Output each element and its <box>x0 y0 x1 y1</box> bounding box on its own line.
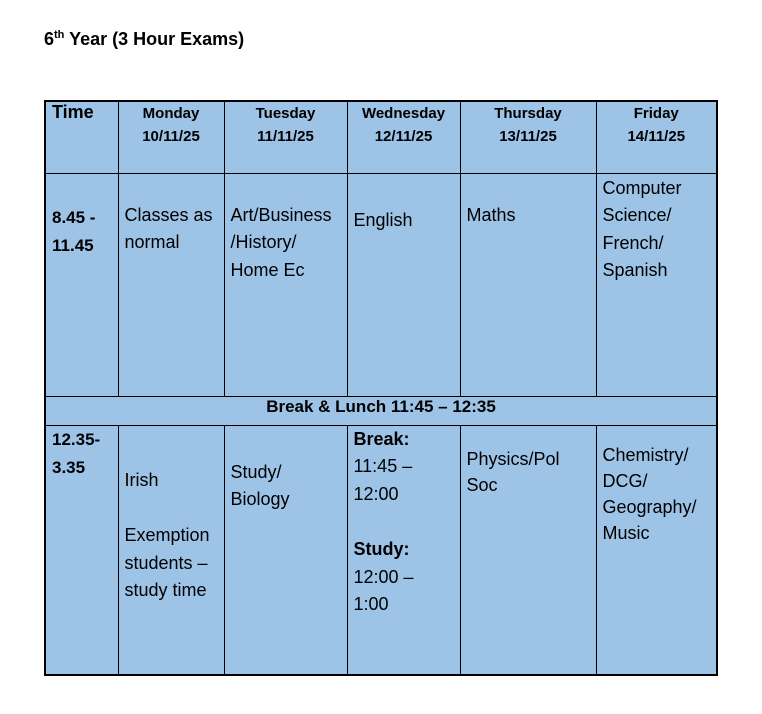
afternoon-wednesday: Break: 11:45 – 12:00 Study: 12:00 – 1:00 <box>347 425 460 675</box>
header-row <box>45 101 717 173</box>
afternoon-time: 12.35- 3.35 <box>45 425 118 675</box>
break-row <box>45 396 717 425</box>
morning-row <box>45 173 717 396</box>
day-header-friday: Friday 14/11/25 <box>596 101 717 173</box>
day-header-tuesday: Tuesday 11/11/25 <box>224 101 347 173</box>
exam-timetable <box>44 100 718 676</box>
day-header-monday: Monday 10/11/25 <box>118 101 224 173</box>
day-header-thursday: Thursday 13/11/25 <box>460 101 596 173</box>
morning-friday: Computer Science/ French/ Spanish <box>596 173 717 396</box>
morning-monday: Classes as normal <box>118 173 224 396</box>
afternoon-friday: Chemistry/ DCG/ Geography/ Music <box>596 425 717 675</box>
afternoon-tuesday: Study/ Biology <box>224 425 347 675</box>
break-lunch-label: Break & Lunch 11:45 – 12:35 <box>45 396 717 425</box>
afternoon-thursday: Physics/Pol Soc <box>460 425 596 675</box>
morning-thursday: Maths <box>460 173 596 396</box>
afternoon-row <box>45 425 717 675</box>
day-header-wednesday: Wednesday 12/11/25 <box>347 101 460 173</box>
morning-time: 8.45 - 11.45 <box>45 173 118 396</box>
afternoon-monday: Irish Exemption students – study time <box>118 425 224 675</box>
morning-tuesday: Art/Business /History/ Home Ec <box>224 173 347 396</box>
morning-wednesday: English <box>347 173 460 396</box>
page-heading: 6th Year (3 Hour Exams) <box>44 29 245 49</box>
time-column-header: Time <box>45 101 118 173</box>
